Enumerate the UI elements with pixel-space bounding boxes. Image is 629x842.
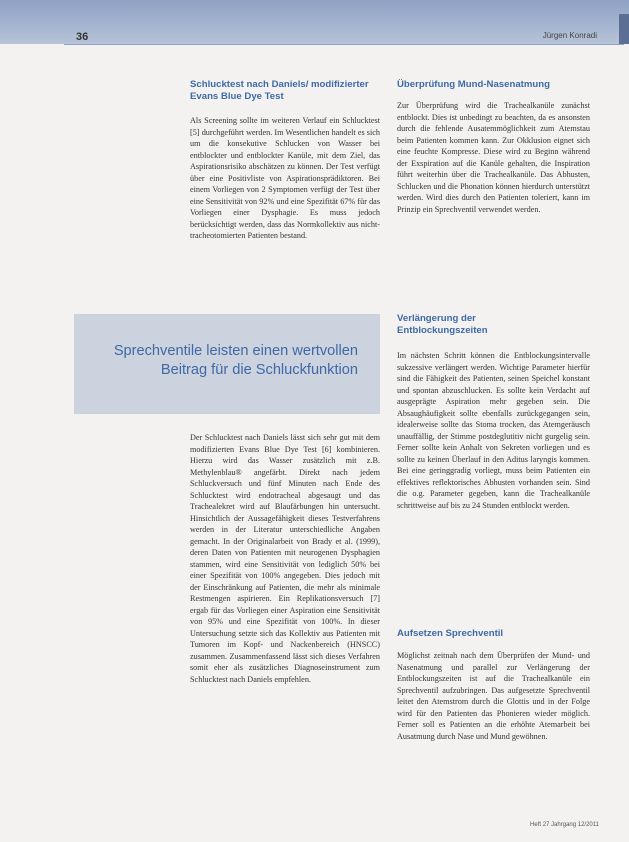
running-head-author: Jürgen Konradi (542, 31, 597, 40)
corner-tab (619, 14, 629, 44)
right-column-3 (397, 650, 590, 742)
pull-quote-box (74, 314, 380, 414)
right-column-2 (397, 350, 590, 511)
heading-schlucktest: Schlucktest nach Daniels/ modifizierter Evans Blue Dye Test (190, 79, 369, 102)
header-rule (64, 44, 624, 45)
paragraph-schlucktest: Als Screening sollte im weiteren Verlauf ein Schlucktest [5] durchgeführt werden. Im Wesentlichen handelt es sich um die konsekutive Schlucken von Wasser bei entblockter und entblockter Kanüle, mit dem Ziel, das Aspirationsrisiko abschätzen zu können. Der Test verfügt über eine Positivliste von Aspirationsprädiktoren. Bei einem Vorliegen von 2 Symptomen verfügt der Test über eine Sensitivität von 92% und eine Spezifität 67% für das Vorliegen einer Dysphagie. Es muss jedoch berücksichtigt werden, dass das Normkollektiv aus nicht-tracheotomierten Patienten bestand. (190, 116, 380, 240)
left-column-top (190, 115, 380, 242)
header-band (0, 0, 629, 44)
page-number: 36 (76, 31, 89, 43)
footer-issue: Heft 27 Jahrgang 12/2011 (530, 822, 599, 828)
paragraph-evans-blue-dye: Der Schlucktest nach Daniels lässt sich sehr gut mit dem modifizierten Evans Blue Dye Test [6] kombinieren. Hierzu wird das Wasser zusätzlich mit z.B. Methylenblau® angefärbt. Direkt nach jedem Schluckversuch und fünf Minuten nach Ende des Schlucktest wird endotracheal abgesaugt und das Trachealekret wird auf Blaufärbungen hin untersucht. Hinsichtlich der Aussagefähigkeit dieses Testverfahrens werden in der Literatur unterschiedliche Angaben gemacht. In der Originalarbeit von Brady et al. (1999), deren Daten von Patienten mit neurogenen Dysphagien stammen, wird eine Sensitivität von lediglich 50% bei einer Spezifität von 100% angegeben. Dies jedoch mit der Einschränkung auf Patienten, die mehr als minimale Restmengen aspirieren. Ein Replikationsversuch [7] ergab für das Vorliegen einer Aspiration eine Sensitivität von 95% und eine Spezifität von 100%. In dieser Untersuchung setzte sich das Kollektiv aus Patienten mit Tumoren im Kopf- und Nackenbereich (HNSCC) zusammen. Zusammenfassend lässt sich dieses Verfahren somit eher als zusätzliches Diagnoseinstrument zum Schlucktest nach Daniels empfehlen. (190, 433, 380, 684)
pull-quote-text: Sprechventile leisten einen wertvollen Beitrag für die Schluckfunktion (113, 343, 358, 378)
right-column-1 (397, 100, 590, 215)
heading-entblockungszeiten: Verlängerung der Entblockungszeiten (397, 313, 488, 336)
paragraph-mund-nasenatmung: Zur Überprüfung wird die Trachealkanüle zunächst entblockt. Dies ist unbedingt zu beachten, da es ansonsten durch die fehlende Ausatemmöglichkeit zum Atemstau beim Patienten kommen kann. Zur Okklusion eignet sich eine feuchte Kompresse. Diese wird zu Beginn während der Exspiration auf die Kanüle gehalten, die Inspiration führt weiterhin über die Trachealkanüle. Das Abhusten, Schlucken und die Phonation können hierdurch unterstützt werden. Wird dies durch den Patienten toleriert, kann im Prinzip ein Sprechventil verwendet werden. (397, 101, 590, 214)
paragraph-sprechventil: Möglichst zeitnah nach dem Überprüfen der Mund- und Nasenatmung und parallel zur Verlängerung der Entblockungszeiten ist auf die Trachealkanüle ein Sprechventil aufzubringen. Das aufgesetzte Sprechventil leitet den Atemstrom durch die Glottis und in der Folge wird für den Patienten das Phonieren wieder möglich. Ferner soll es Patienten an die erhöhte Atemarbeit bei Ausatmung durch Nase und Mund gewöhnen. (397, 651, 590, 741)
paragraph-entblockungszeiten: Im nächsten Schritt können die Entblockungsintervalle sukzessive verlängert werden. Wichtige Parameter hierfür sind die Fähigkeit des Patienten, seinen Speichel konstant und spontan abzuschlucken. Es sollte kein Verdacht auf ausgeprägte Aspiration mehr gegeben sein. Die Absaughäufigkeit sollte ebenfalls zurückgegangen sein, idealerweise sollte das Stoma trocken, das Atemgeräusch unauffällig, der Stimme postdeglutitiv nicht gurgelig sein. Ferner sollte kein Anhalt von Sekreten vorliegen und es sollte zu keinen Überlauf in den Aditus laryngis kommen. Bei eine geringgradig vorliegt, muss beim Patienten ein effektives reflektorisches Abhusten vorhanden sein. Sind die o.g. Parameter gegeben, kann die Trachealkanüle schrittweise auf bis zu 24 Stunden entblockt werden. (397, 351, 590, 510)
heading-mund-nasenatmung: Überprüfung Mund-Nasenatmung (397, 79, 550, 90)
left-column-bottom (190, 432, 380, 685)
heading-sprechventil: Aufsetzen Sprechventil (397, 628, 504, 639)
